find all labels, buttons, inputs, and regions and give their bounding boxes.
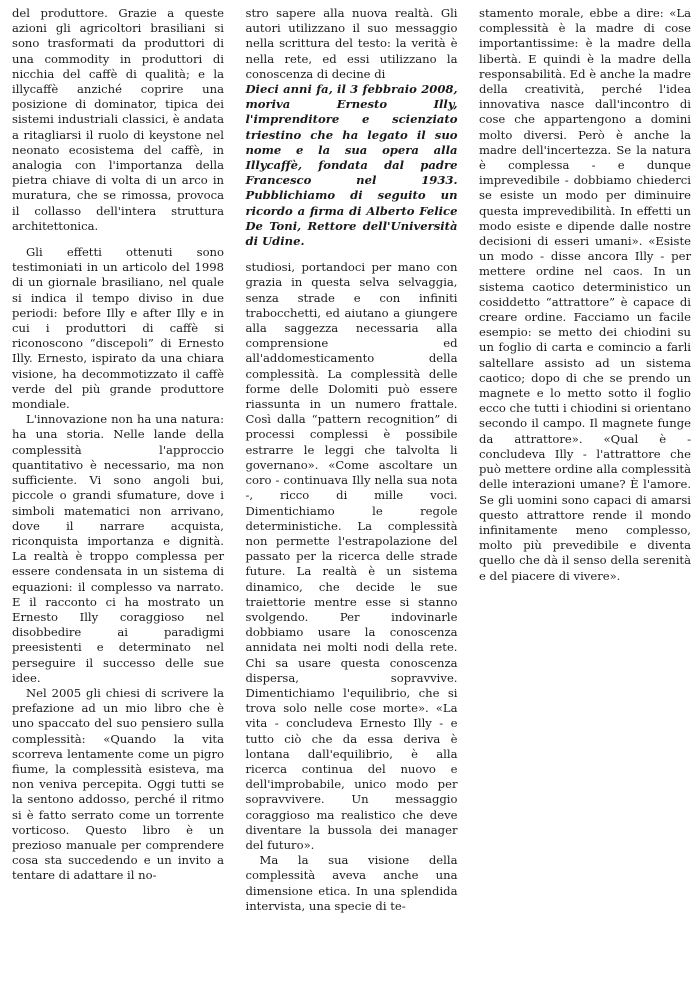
column-3 xyxy=(479,6,691,992)
paragraph: L'innovazione non ha una natura: ha una storia. Nelle lande della complessità l'approccio quantitativo è necessario, ma non sufficiente. Vi sono angoli bui, piccole o grandi sfumature, dove i simboli matematici non arrivano, dove il narrare acquista, riconquista importanza e dignità. La realtà è troppo complessa per essere condensata in un sistema di equazioni: il complesso va narrato. E il racconto ci ha mostrato un Ernesto Illy coraggioso nel disobbedire ai paradigmi preesistenti e determinato nel perseguire il successo delle sue idee. xyxy=(12,412,224,685)
paragraph: stamento morale, ebbe a dire: «La complessità è la madre di cose importantissime: è la madre della libertà. E quindi è la madre della responsabilità. Ed è anche la madre della creatività, perché l'idea innovativa nasce dall'incontro di cose che appartengono a domini molto diversi. Però è anche la madre dell'incertezza. Se la natura è complessa - e dunque imprevedibile - dobbiamo chiederci se esiste un modo per diminuire questa imprevedibilità. In effetti un modo esiste e dipende dalle nostre decisioni di esseri umani». «Esiste un modo - disse ancora Illy - per mettere ordine nel caos. In un sistema caotico deterministico un cosiddetto “attrattore” è capace di creare ordine. Facciamo un facile esempio: se metto dei chiodini su un foglio di carta e comincio a farli saltellare assisto ad un sistema caotico; dopo di che se prendo un magnete e lo metto sotto il foglio ecco che tutti i chiodini si orientano secondo il campo. Il magnete funge da attrattore». «Qual è - concludeva Illy - l'attrattore che può mettere ordine alla complessità delle interazioni umane? È l'amore. Se gli uomini sono capaci di amarsi questo attrattore rende il mondo infinitamente meno complesso, molto più prevedibile e diventa quello che dà il senso della serenità e del piacere di vivere». xyxy=(479,6,691,583)
paragraph: Nel 2005 gli chiesi di scrivere la prefazione ad un mio libro che è uno spaccato del suo pensiero sulla complessità: «Quando la vita scorreva lentamente come un pigro fiume, la complessità esisteva, ma non veniva percepita. Oggi tutti se la sentono addosso, perché il ritmo si è fatto serrato come un torrente vorticoso. Questo libro è un prezioso manuale per comprendere cosa sta succedendo e un invito a tentare di adattare il no- xyxy=(12,685,224,883)
paragraph: Gli effetti ottenuti sono testimoniati in un articolo del 1998 di un giornale brasiliano, nel quale si indica il tempo diviso in due periodi: before Illy e after Illy e in cui i produttori di caffè si riconoscono “discepoli” di Ernesto Illy. Ernesto, ispirato da una chiara visione, ha decommotizzato il caffè verde del più grande produttore mondiale. xyxy=(12,245,224,412)
column-1 xyxy=(12,6,224,992)
paragraph: studiosi, portandoci per mano con grazia in questa selva selvaggia, senza strade e con infiniti trabocchetti, ed aiutano a giungere alla saggezza necessaria alla comprensione ed all'addomesticamento della complessità. La complessità delle forme delle Dolomiti può essere riassunta in un numero frattale. Così dalla “pattern recognition” di processi complessi è possibile estrarre le leggi che talvolta li governano». «Come ascoltare un coro - continuava Illy nella sua nota -, ricco di mille voci. Dimentichiamo le regole deterministiche. La complessità non permette l'estrapolazione del passato per la ricerca delle strade future. La realtà è un sistema dinamico, che decide le sue traiettorie mentre esse si stanno svolgendo. Per indovinarle dobbiamo usare la conoscenza annidata nei molti nodi della rete. Chi sa usare questa conoscenza dispersa, sopravvive. Dimentichiamo l'equilibrio, che si trova solo nelle cose morte». «La vita - concludeva Ernesto Illy - e tutto ciò che da essa deriva è lontana dall'equilibrio, è alla ricerca continua del nuovo e dell'improbabile, unico modo per sopravvivere. Un messaggio coraggioso ma realistico che deve diventare la bussola dei manager del futuro». xyxy=(245,260,458,852)
paragraph: Ma la sua visione della complessità aveva anche una dimensione etica. In una splendida intervista, una specie di te- xyxy=(245,853,458,913)
column-2 xyxy=(246,6,458,992)
article-intro: Dieci anni fa, il 3 febbraio 2008, moriva Ernesto Illy, l'imprenditore e scienziato triestino che ha legato il suo nome e la sua opera alla Illycaffè, fondata dal padre Francesco nel 1933. Pubblichiamo di seguito un ricordo a firma di Alberto Felice De Toni, Rettore dell'Università di Udine. xyxy=(245,82,458,249)
paragraph: stro sapere alla nuova realtà. Gli autori utilizzano il suo messaggio nella scrittura del testo: la verità è nella rete, ed essi utilizzano la conoscenza di decine di xyxy=(245,6,458,81)
paragraph: del produttore. Grazie a queste azioni gli agricoltori brasiliani si sono trasformati da produttori di una commodity in produttori di nicchia del caffè di qualità; e la illycaffè anziché coprire una posizione di dominator, tipica dei sistemi industriali classici, è andata a ritagliarsi il ruolo di keystone nel neonato ecosistema del caffè, in analogia con l'importanza della pietra chiave di volta di un arco in muratura, che se rimossa, provoca il collasso dell'intera struttura architettonica. xyxy=(12,6,224,233)
